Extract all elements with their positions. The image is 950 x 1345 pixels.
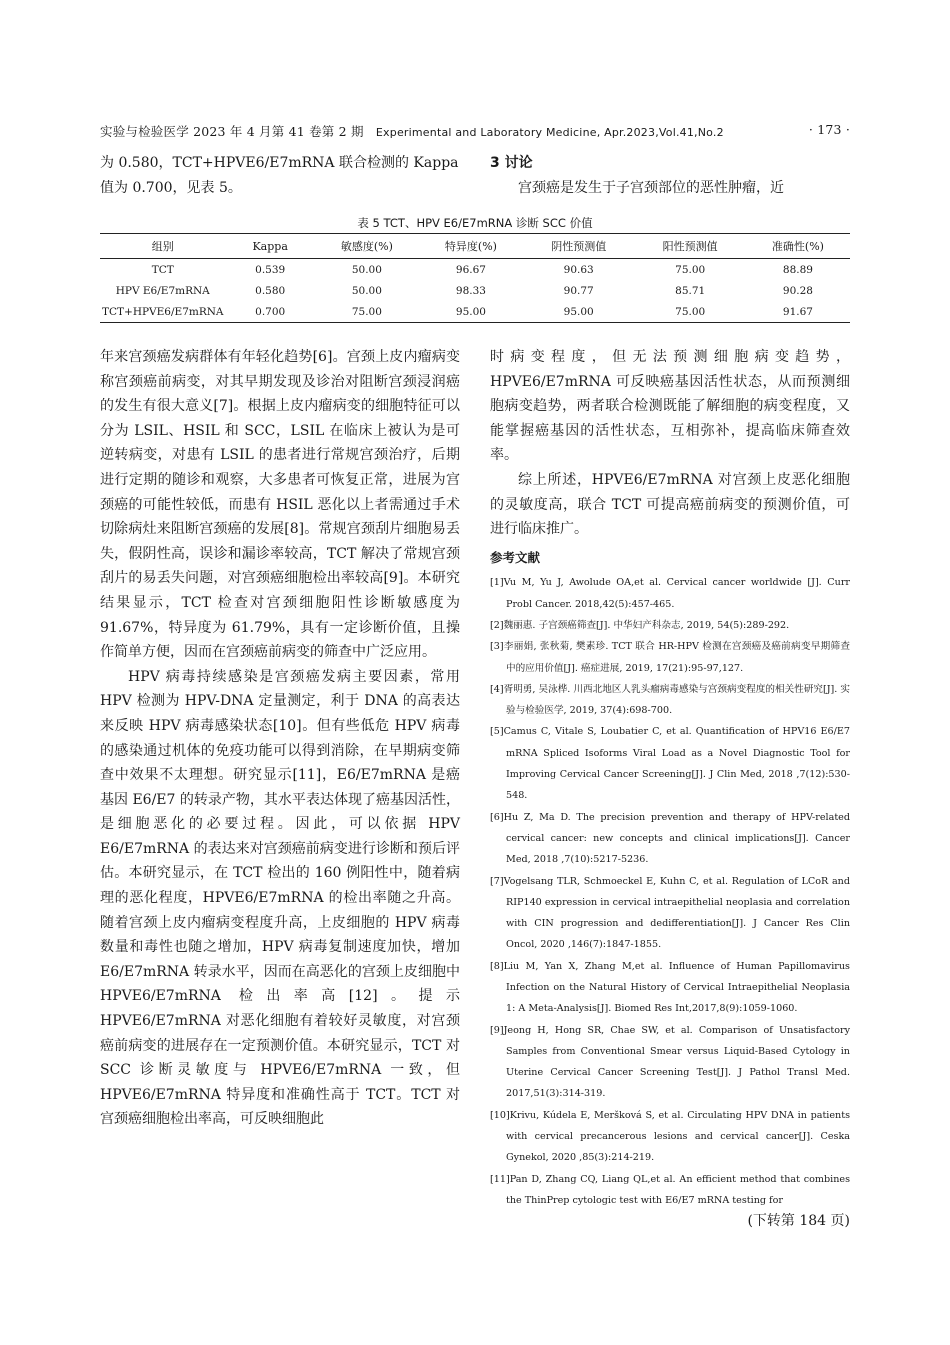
table-cell: 75.00 xyxy=(315,301,419,323)
running-header xyxy=(100,122,724,140)
table-cell: 90.77 xyxy=(563,284,594,297)
table-cell: 95.00 xyxy=(419,301,523,323)
table-cell: 75.00 xyxy=(634,301,745,323)
reference-item: [9]Jeong H, Hong SR, Chae SW, et al. Comparison of Unsatisfactory Samples from Conventional Smear versus Liquid-Based Cytology in Uterine Cervical Cancer Screening Test[J]. J Pathol Transl Med. 2017,51(3):314-319. xyxy=(490,1024,850,1100)
body-paragraph: 年来宫颈癌发病群体有年轻化趋势[6]。宫颈上皮内瘤病变称宫颈癌前病变，对其早期发现及诊治对阻断宫颈浸润癌的发生有很大意义[7]。根据上皮内瘤病变的细胞特征可以分为 LSIL、HSIL 和 SCC，LSIL 在临床上被认为是可逆转病变，对患有 LSIL 的患者进行常规宫颈治疗，后期进行定期的随诊和观察，大多患者可恢复正常，进展为宫颈癌的可能性较低，而患有 HSIL 恶化以上者需通过手术切除病灶来阻断宫颈癌的发展[8]。常规宫颈刮片细胞易丢失，假阴性高，误诊和漏诊率较高，TCT 解决了常规宫颈刮片的易丢失问题，对宫颈癌细胞检出率较高[9]。本研究结果显示，TCT 检查对宫颈细胞阳性诊断敏感度为 91.67%，特异度为 61.79%，具有一定诊断价值，且操作简单方便，因而在宫颈癌前病变的筛查中广泛应用。 xyxy=(100,349,460,661)
col-header: 组别 xyxy=(100,234,226,259)
reference-list xyxy=(490,572,850,1211)
text-line: 宫颈癌是发生于子宫颈部位的恶性肿瘤，近 xyxy=(518,179,784,196)
table-cell: 91.67 xyxy=(746,301,850,323)
table-cell: 85.71 xyxy=(675,284,706,297)
reference-item: [3]李丽娟, 张秋菊, 樊素珍. TCT 联合 HR-HPV 检测在宫颈癌及癌前病变早期筛查中的应用价值[J]. 癌症进展, 2019, 17(21):95-97,127. xyxy=(490,641,850,674)
table-cell: 0.700 xyxy=(226,301,315,323)
right-column xyxy=(490,345,850,1231)
reference-item: [1]Vu M, Yu J, Awolude OA,et al. Cervical cancer worldwide [J]. Curr Probl Cancer. 2018,42(5):457-465. xyxy=(490,577,850,610)
reference-item: [10]Krivu, Kúdela E, Meršková S, et al. Circulating HPV DNA in patients with cervical precancerous lesions and cervical cancer[J]. Ceska Gynekol, 2020 ,85(3):214-219. xyxy=(490,1109,850,1164)
table-cell: 96.67 xyxy=(455,263,486,276)
reference-item: [11]Pan D, Zhang CQ, Liang QL,et al. An efficient method that combines the ThinPrep cytologic test with E6/E7 mRNA testing for xyxy=(490,1173,850,1206)
section-heading: 3 讨论 xyxy=(490,155,533,171)
page-number: · 173 · xyxy=(808,122,850,137)
top-right-text xyxy=(490,151,850,200)
table-cell: 88.89 xyxy=(782,263,813,276)
continued-note: (下转第 184 页) xyxy=(747,1213,850,1230)
reference-item: [2]魏丽惠. 子宫颈癌筛查[J]. 中华妇产科杂志, 2019, 54(5):289-292. xyxy=(490,619,790,631)
table-cell: 50.00 xyxy=(351,263,382,276)
body-paragraph: HPV 病毒持续感染是宫颈癌发病主要因素，常用 HPV 检测为 HPV-DNA 定量测定，利于 DNA 的高表达来反映 HPV 病毒感染状态[10]。但有些低危 HPV 病毒的感染通过机体的免疫功能可以得到消除，在早期病变筛查中效果不太理想。研究显示[11]，E6/E7mRNA 是癌基因 E6/E7 的转录产物，其水平表达体现了癌基因活性，是细胞恶化的必要过程。因此，可以依据 HPV E6/E7mRNA 的表达来对宫颈癌前病变进行诊断和预后评估。本研究显示，在 TCT 检出的 160 例阳性中，随着病理的恶化程度，HPVE6/E7mRNA 的检出率随之升高。随着宫颈上皮内瘤病变程度升高，上皮细胞的 HPV 病毒数量和毒性也随之增加，HPV 病毒复制速度加快，增加 E6/E7mRNA 转录水平，因而在高恶化的宫颈上皮细胞中 HPVE6/E7mRNA 检出率高[12]。提示 HPVE6/E7mRNA 对恶化细胞有着较好灵敏度，对宫颈癌前病变的进展存在一定预测价值。本研究显示，TCT 对 SCC 诊断灵敏度与 HPVE6/E7mRNA 一致，但 HPVE6/E7mRNA 特异度和准确性高于 TCT。TCT 对宫颈癌细胞检出率高，可反映细胞此 xyxy=(100,668,460,1128)
body-paragraph: 时病变程度，但无法预测细胞病变趋势，HPVE6/E7mRNA 可反映癌基因活性状态，从而预测细胞病变趋势，两者联合检测既能了解细胞的病变程度，又能掌握癌基因的活性状态，互相弥补，提高临床筛查效率。 xyxy=(490,349,850,464)
table-cell: HPV E6/E7mRNA xyxy=(115,284,210,297)
text-line: 值为 0.700，见表 5。 xyxy=(100,179,242,196)
table-row xyxy=(100,259,850,281)
journal-title-cn: 实验与检验医学 2023 年 4 月第 41 卷第 2 期 xyxy=(100,124,364,139)
top-left-text xyxy=(100,151,460,200)
table-cell: 75.00 xyxy=(675,263,706,276)
table-title: 表 5 TCT、HPV E6/E7mRNA 诊断 SCC 价值 xyxy=(357,216,593,230)
table-cell: TCT+HPVE6/E7mRNA xyxy=(100,301,226,323)
reference-item: [6]Hu Z, Ma D. The precision prevention and therapy of HPV-related cervical cancer: new concepts and clinical implications[J]. Cancer Med, 2018 ,7(10):5217-5236. xyxy=(490,811,850,866)
col-header: 特异度(%) xyxy=(419,234,523,259)
col-header: 阴性预测值 xyxy=(523,234,634,259)
col-header: Kappa xyxy=(226,234,315,259)
table-cell: 98.33 xyxy=(455,284,486,297)
text-line: 为 0.580，TCT+HPVE6/E7mRNA 联合检测的 Kappa xyxy=(100,155,459,171)
table-row xyxy=(100,301,850,323)
table-header-row xyxy=(100,234,850,259)
reference-item: [5]Camus C, Vitale S, Loubatier C, et al. Quantification of HPV16 E6/E7 mRNA Spliced Isoforms Viral Load as a Novel Diagnostic Tool for Improving Cervical Cancer Screening[J]. J Clin Med, 2018 ,7(12):530-548. xyxy=(490,726,850,802)
results-table xyxy=(100,233,850,323)
journal-title-en: Experimental and Laboratory Medicine, Apr.2023,Vol.41,No.2 xyxy=(375,126,724,139)
table-cell: 95.00 xyxy=(523,301,634,323)
body-paragraph: 综上所述，HPVE6/E7mRNA 对宫颈上皮恶化细胞的灵敏度高，联合 TCT 可提高癌前病变的预测价值，可进行临床推广。 xyxy=(490,471,850,538)
table-cell: 90.63 xyxy=(563,263,594,276)
table-cell: 0.580 xyxy=(255,284,286,297)
table-row xyxy=(100,280,850,301)
col-header: 准确性(%) xyxy=(746,234,850,259)
reference-item: [7]Vogelsang TLR, Schmoeckel E, Kuhn C, et al. Regulation of LCoR and RIP140 expression in cervical intraepithelial neoplasia and correlation with CIN progression and dedifferentiation[J]. J Cancer Res Clin Oncol, 2020 ,146(7):1847-1855. xyxy=(490,875,850,951)
table-cell: 90.28 xyxy=(782,284,813,297)
table-cell: 0.539 xyxy=(255,263,286,276)
col-header: 阳性预测值 xyxy=(634,234,745,259)
references-heading: 参考文献 xyxy=(490,549,541,565)
col-header: 敏感度(%) xyxy=(315,234,419,259)
table-cell: 50.00 xyxy=(351,284,382,297)
left-column xyxy=(100,345,460,1132)
reference-item: [8]Liu M, Yan X, Zhang M,et al. Influence of Human Papillomavirus Infection on the Natural History of Cervical Intraepithelial Neoplasia 1: A Meta-Analysis[J]. Biomed Res Int,2017,8(9):1059-1060. xyxy=(490,960,850,1015)
reference-item: [4]胥明勇, 吴泳桦. 川西北地区人乳头瘤病毒感染与宫颈病变程度的相关性研究[J]. 实验与检验医学, 2019, 37(4):698-700. xyxy=(490,683,850,717)
table-cell: TCT xyxy=(151,263,174,276)
